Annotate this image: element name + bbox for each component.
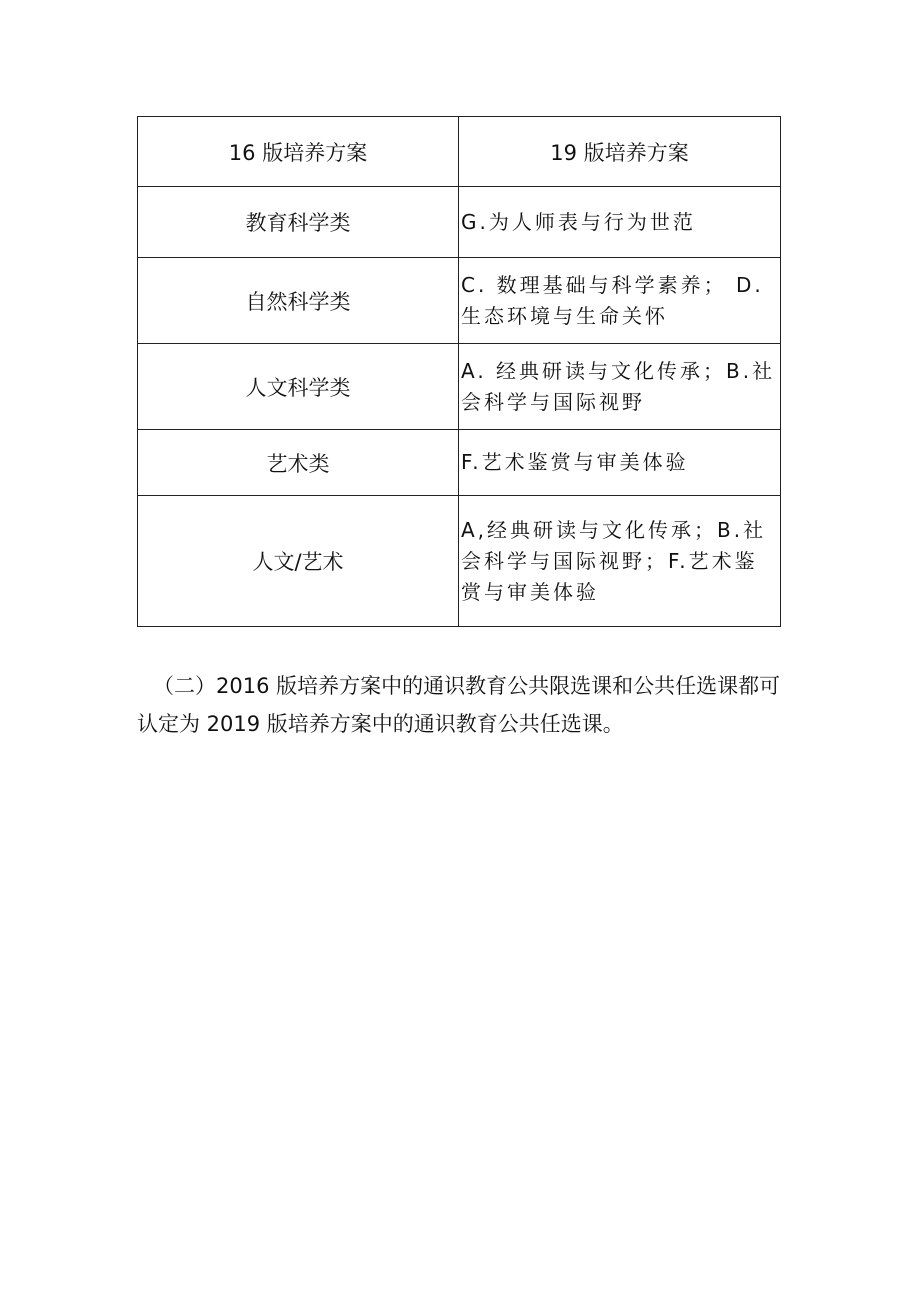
- category-cell: 自然科学类: [138, 258, 459, 344]
- mapped-course-cell: A. 经典研读与文化传承；B.社会科学与国际视野: [459, 344, 781, 430]
- table-header-row: [138, 117, 781, 187]
- header-19-version: 19 版培养方案: [459, 117, 781, 187]
- course-mapping-table: [137, 116, 781, 627]
- table-row: [138, 496, 781, 627]
- category-cell: 人文科学类: [138, 344, 459, 430]
- table-row: [138, 344, 781, 430]
- mapped-course-cell: A,经典研读与文化传承；B.社会科学与国际视野；F.艺术鉴赏与审美体验: [459, 496, 781, 627]
- header-16-version: 16 版培养方案: [138, 117, 459, 187]
- category-cell: 人文/艺术: [138, 496, 459, 627]
- mapped-course-cell: F.艺术鉴赏与审美体验: [459, 430, 781, 496]
- table-row: [138, 430, 781, 496]
- mapped-course-cell: C. 数理基础与科学素养； D.生态环境与生命关怀: [459, 258, 781, 344]
- body-paragraph: （二）2016 版培养方案中的通识教育公共限选课和公共任选课都可认定为 2019 版培养方案中的通识教育公共任选课。: [137, 674, 781, 736]
- category-cell: 艺术类: [138, 430, 459, 496]
- table-row: [138, 258, 781, 344]
- category-cell: 教育科学类: [138, 187, 459, 258]
- mapped-course-cell: G.为人师表与行为世范: [459, 187, 781, 258]
- table-row: [138, 187, 781, 258]
